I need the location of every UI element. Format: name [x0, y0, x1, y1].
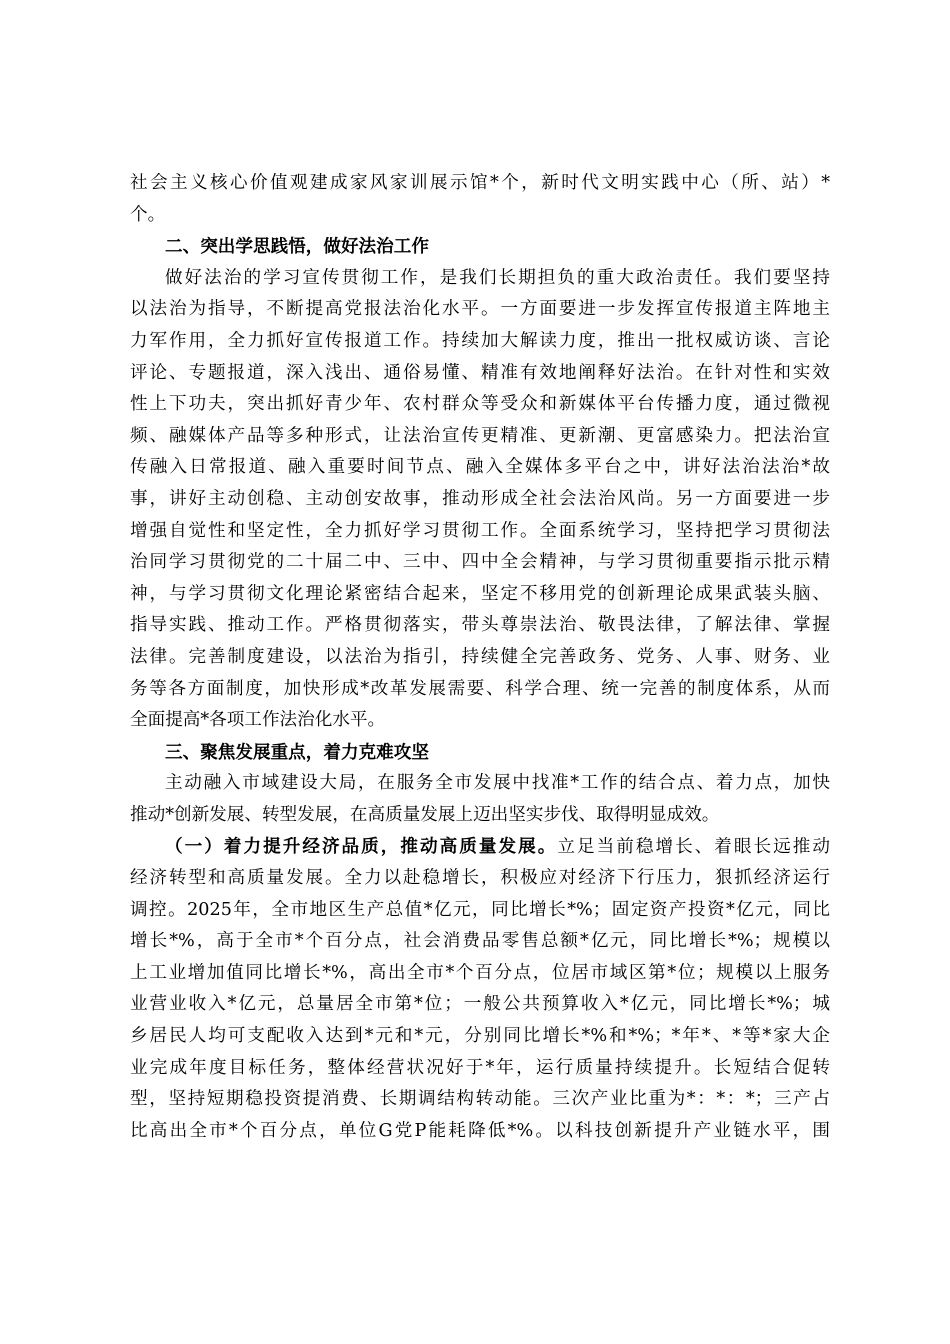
paragraph-line: 推动*创新发展、转型发展，在高质量发展上迈出坚实步伐、取得明显成效。	[130, 804, 720, 825]
paragraph-text: 立足当前稳增长、着眼长远推动	[557, 837, 830, 858]
paragraph-line: 经济转型和高质量发展。全力以赴稳增长，积极应对经济下行压力，狠抓经济运行	[130, 868, 830, 889]
paragraph-line: 增长*%，高于全市*个百分点，社会消费品零售总额*亿元，同比增长*%；规模以	[130, 931, 830, 952]
paragraph-line: 性上下功夫，突出抓好青少年、农村群众等受众和新媒体平台传播力度，通过微视	[130, 394, 830, 415]
paragraph-line: 主动融入市域建设大局，在服务全市发展中找准*工作的结合点、着力点，加快	[165, 773, 830, 794]
paragraph-line: 型，坚持短期稳投资提消费、长期调结构转动能。三次产业比重为*：*：*；三产占	[130, 1089, 830, 1110]
paragraph-line: 上工业增加值同比增长*%，高出全市*个百分点，位居市域区第*位；规模以上服务	[130, 962, 830, 983]
paragraph-line: 务等各方面制度，加快形成*改革发展需要、科学合理、统一完善的制度体系，从而	[130, 678, 830, 699]
paragraph-line: 增强自觉性和坚定性，全力抓好学习贯彻工作。全面系统学习，坚持把学习贯彻法	[130, 520, 830, 541]
paragraph-line: 事，讲好主动创稳、主动创安故事，推动形成全社会法治风尚。另一方面要进一步	[130, 488, 830, 509]
paragraph-line: 频、融媒体产品等多种形式，让法治宣传更精准、更新潮、更富感染力。把法治宣	[130, 425, 830, 446]
paragraph-line: 业完成年度目标任务，整体经营状况好于*年，运行质量持续提升。长短结合促转	[130, 1057, 830, 1078]
paragraph-line: 指导实践、推动工作。严格贯彻落实，带头尊崇法治、敬畏法律，了解法律、掌握	[130, 615, 830, 636]
paragraph-line: 个。	[130, 204, 166, 225]
paragraph-line: 神，与学习贯彻文化理论紧密结合起来，坚定不移用党的创新理论成果武装头脑、	[130, 583, 830, 604]
paragraph-line: 做好法治的学习宣传贯彻工作，是我们长期担负的重大政治责任。我们要坚持	[165, 267, 830, 288]
paragraph-line	[130, 831, 830, 863]
section-heading: 二、突出学思践悟，做好法治工作	[165, 236, 429, 258]
document-page	[130, 168, 830, 1147]
paragraph-line: 社会主义核心价值观建成家风家训展示馆*个，新时代文明实践中心（所、站）*	[130, 173, 830, 193]
paragraph-line: 业营业收入*亿元，总量居全市第*位；一般公共预算收入*亿元，同比增长*%；城	[130, 994, 830, 1015]
paragraph-line: 全面提高*各项工作法治化水平。	[130, 710, 386, 731]
subsection-lead: （一）着力提升经济品质，推动高质量发展。	[165, 836, 558, 858]
paragraph-line: 治同学习贯彻党的二十届二中、三中、四中全会精神，与学习贯彻重要指示批示精	[130, 552, 830, 573]
paragraph-line: 法律。完善制度建设，以法治为指引，持续健全完善政务、党务、人事、财务、业	[130, 646, 830, 667]
paragraph-line: 以法治为指导，不断提高党报法治化水平。一方面要进一步发挥宣传报道主阵地主	[130, 299, 830, 320]
paragraph-line: 乡居民人均可支配收入达到*元和*元，分别同比增长*%和*%；*年*、*等*家大企	[130, 1026, 830, 1047]
paragraph-line: 评论、专题报道，深入浅出、通俗易懂、精准有效地阐释好法治。在针对性和实效	[130, 362, 830, 383]
paragraph-line: 比高出全市*个百分点，单位G党P能耗降低*%。以科技创新提升产业链水平，围	[130, 1120, 830, 1141]
paragraph-line: 力军作用，全力抓好宣传报道工作。持续加大解读力度，推出一批权威访谈、言论	[130, 330, 830, 351]
paragraph-line: 传融入日常报道、融入重要时间节点、融入全媒体多平台之中，讲好法治法治*故	[130, 457, 830, 478]
section-heading: 三、聚焦发展重点，着力克难攻坚	[165, 741, 429, 763]
paragraph-line: 调控。2025年，全市地区生产总值*亿元，同比增长*%；固定资产投资*亿元，同比	[130, 899, 830, 920]
